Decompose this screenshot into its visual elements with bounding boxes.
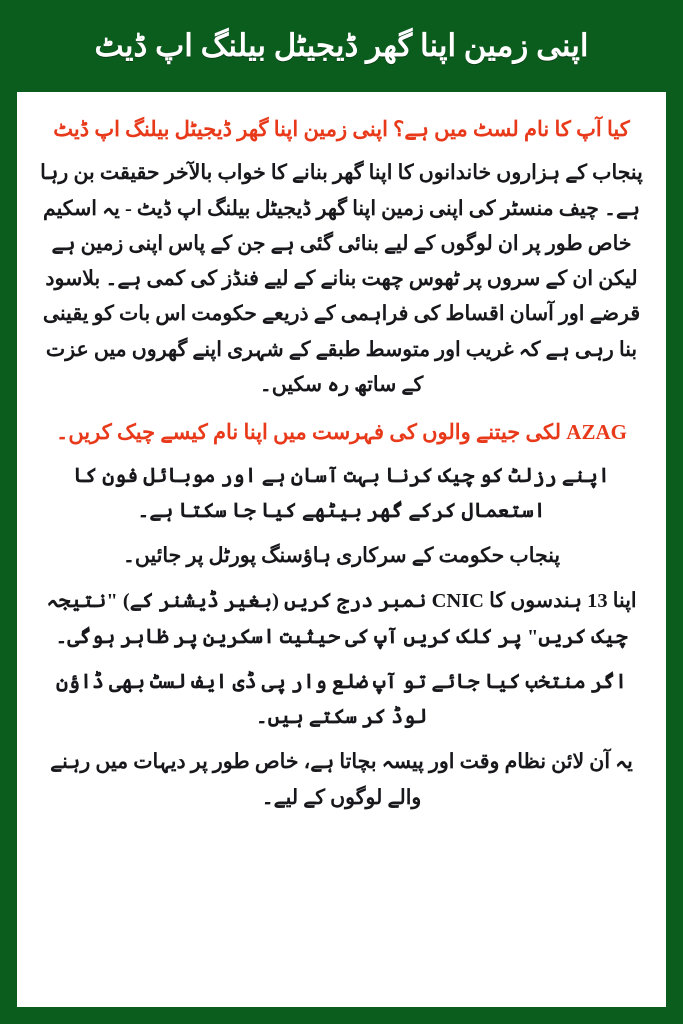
intro-paragraph: پنجاب کے ہزاروں خاندانوں کا اپنا گھر بنانے کا خواب بالآخر حقیقت بن رہا ہے۔ چیف منسٹر کی اپنی زمین اپنا گھر ڈیجیٹل بیلنگ اپ ڈیٹ - یہ اسکیم خاص طور پر ان لوگوں کے لیے بنائی گئی ہے جن کے پاس اپنی زمین ہے لیکن ان کے سروں پر ٹھوس چھت بنانے کے لیے فنڈز کی کمی ہے۔ بلاسود قرضے اور آسان اقساط کی فراہمی کے ذریعے حکومت اس بات کو یقینی بنا رہی ہے کہ غریب اور متوسط طبقے کے شہری اپنے گھروں میں عزت کے ساتھ رہ سکیں۔	[40, 162, 643, 396]
list-item: پنجاب حکومت کے سرکاری ہاؤسنگ پورٹل پر جائیں۔	[122, 545, 561, 568]
page-title: اپنی زمین اپنا گھر ڈیجیٹل بیلنگ اپ ڈیٹ	[94, 27, 589, 63]
list-item: یہ آن لائن نظام وقت اور پیسہ بچاتا ہے، خاص طور پر دیہات میں رہنے والے لوگوں کے لیے۔	[50, 751, 633, 809]
list-item: اگر منتخب کیا جائے تو آپ ضلع وار پی ڈی ایف لسٹ بھی ڈاؤن لوڈ کر سکتے ہیں۔	[55, 670, 628, 729]
content-card	[17, 92, 666, 1007]
question-line: کیا آپ کا نام لسٹ میں ہے؟ اپنی زمین اپنا گھر ڈیجیٹل بیلنگ اپ ڈیٹ	[53, 117, 630, 141]
header-band	[0, 0, 683, 92]
section-subheading: AZAG لکی جیتنے والوں کی فہرست میں اپنا نام کیسے چیک کریں۔	[56, 420, 627, 445]
list-item: اپنا 13 ہندسوں کا CNIC نمبر درج کریں (بغیر ڈیشنر کے) "نتیجہ چیک کریں" پر کلک کریں آپ کی حیثیت اسکرین پر ظاہر ہوگی۔	[46, 590, 637, 648]
list-item: اپنے رزلٹ کو چیک کرنا بہت آسان ہے اور موبائل فون کا استعمال کرکے گھر بیٹھے کیا جا سکتا ہے۔	[73, 464, 610, 522]
